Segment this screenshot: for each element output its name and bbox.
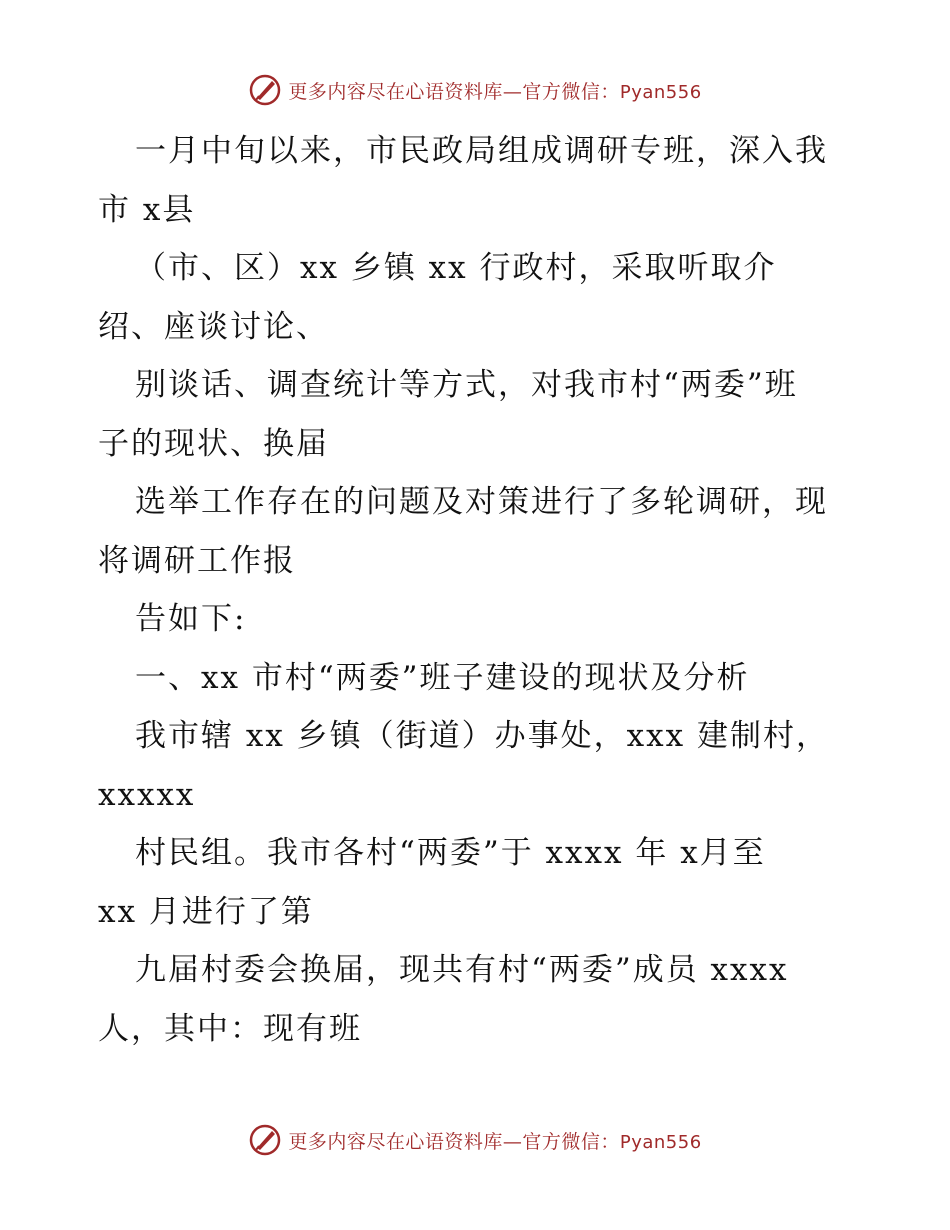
body-line: 村民组。我市各村“两委”于 xxxx 年 x月至: [135, 835, 766, 871]
body-line: 九届村委会换届，现共有村“两委”成员 xxxx: [135, 952, 789, 988]
header-banner-text: [288, 77, 701, 104]
header-site-name: 更多内容尽在心语资料库: [288, 80, 503, 103]
body-line: xx 月进行了第: [98, 893, 314, 930]
footer-banner-text: [288, 1127, 701, 1154]
body-line: 我市辖 xx 乡镇（街道）办事处，xxx 建制村，: [135, 718, 829, 754]
footer-wechat-label: 官方微信：: [522, 1130, 620, 1153]
quill-seal-icon: [248, 73, 282, 107]
body-line: 市 x县: [98, 191, 196, 228]
body-line: 一月中旬以来，市民政局组成调研专班，深入我: [135, 133, 828, 169]
footer-site-name: 更多内容尽在心语资料库: [288, 1130, 503, 1153]
body-line: xxxxx: [98, 776, 196, 813]
section-heading: 一、xx 市村“两委”班子建设的现状及分析: [135, 659, 750, 696]
header-banner-inner: [248, 73, 701, 107]
footer-banner: [0, 1120, 950, 1160]
body-line: 绍、座谈讨论、: [98, 308, 329, 345]
body-line: 子的现状、换届: [98, 425, 329, 462]
body-line: 将调研工作报: [98, 542, 296, 579]
header-wechat-id: Pyan556: [619, 81, 702, 103]
header-banner: [0, 70, 950, 110]
body-line: （市、区）xx 乡镇 xx 行政村，采取听取介: [135, 250, 777, 286]
document-body: [98, 122, 868, 1058]
body-line: 人，其中：现有班: [98, 1010, 362, 1047]
header-wechat-label: 官方微信：: [522, 80, 620, 103]
body-line: 告如下:: [135, 601, 247, 637]
footer-separator: —: [502, 1130, 523, 1153]
quill-seal-icon: [248, 1123, 282, 1157]
body-line: 选举工作存在的问题及对策进行了多轮调研，现: [135, 484, 828, 520]
footer-banner-inner: [248, 1123, 701, 1157]
header-separator: —: [502, 80, 523, 103]
footer-wechat-id: Pyan556: [619, 1131, 702, 1153]
body-line: 别谈话、调查统计等方式，对我市村“两委”班: [135, 367, 798, 403]
